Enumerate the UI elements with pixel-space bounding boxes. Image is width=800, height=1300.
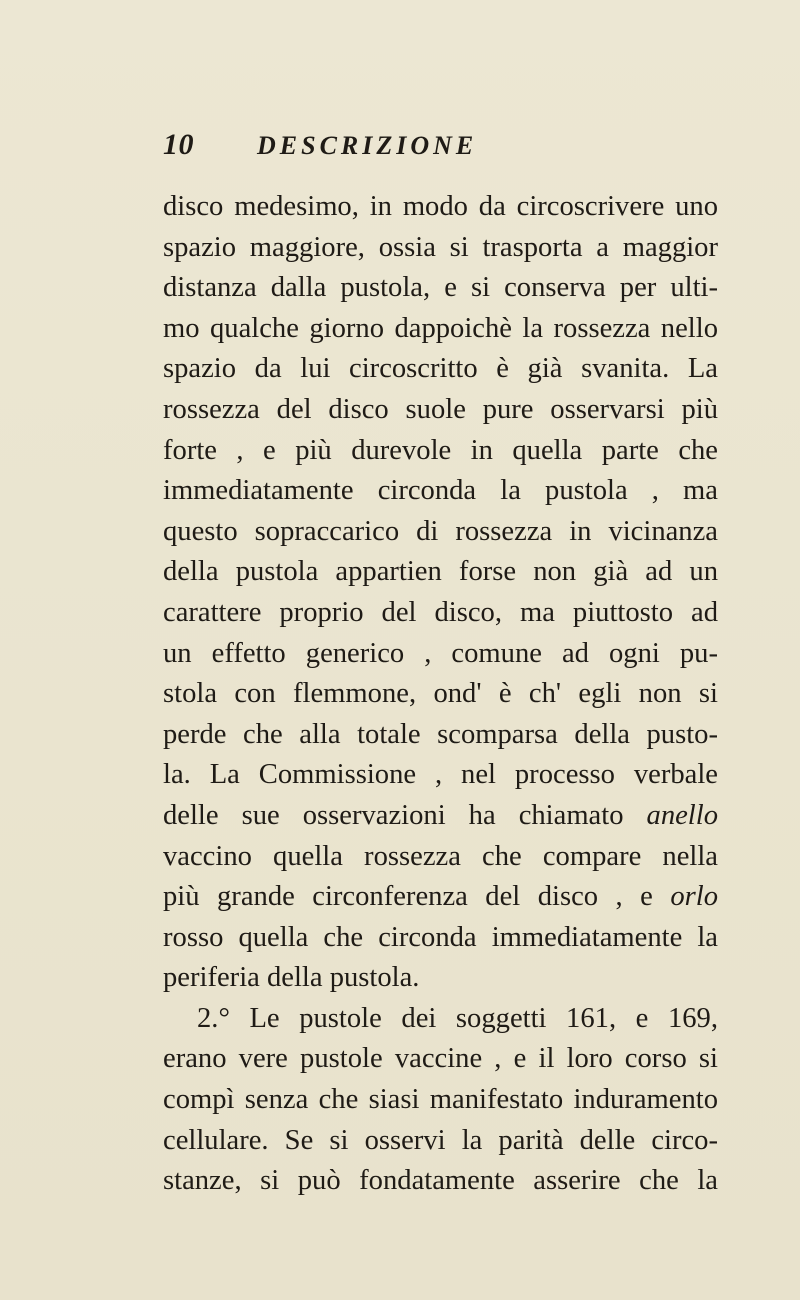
- page-number: 10: [163, 128, 194, 161]
- text-line: spazio maggiore, ossia si trasporta a maggior: [163, 231, 718, 263]
- text-segment: delle sue osservazioni ha chiamato: [163, 799, 647, 831]
- running-head: DESCRIZIONE: [257, 131, 478, 160]
- italic-term-anello: anello: [646, 799, 718, 831]
- text-line: mo qualche giorno dappoichè la rossezza nello: [163, 312, 718, 344]
- text-line: distanza dalla pustola, e si conserva per ulti-: [163, 272, 718, 304]
- text-line: stanze, si può fondatamente asserire che la: [163, 1165, 718, 1197]
- text-line: forte , e più durevole in quella parte che: [163, 434, 718, 466]
- italic-term-orlo: orlo: [670, 881, 718, 913]
- body-text: [163, 187, 718, 1202]
- text-line: rosso quella che circonda immediatamente la: [163, 921, 718, 953]
- text-line: la. La Commissione , nel processo verbale: [163, 759, 718, 791]
- text-segment: più grande circonferenza del disco , e: [163, 881, 671, 913]
- text-line: perde che alla totale scomparsa della pusto-: [163, 718, 718, 750]
- text-line: compì senza che siasi manifestato induramento: [163, 1084, 718, 1116]
- page-header: [163, 128, 723, 168]
- text-line: disco medesimo, in modo da circoscrivere uno: [163, 191, 718, 222]
- text-line: questo sopraccarico di rossezza in vicinanza: [163, 515, 718, 547]
- text-line-paragraph-end: periferia della pustola.: [163, 962, 420, 994]
- text-line: vaccino quella rossezza che compare nella: [163, 840, 718, 872]
- text-line: un effetto generico , comune ad ogni pu-: [163, 637, 718, 669]
- text-line: immediatamente circonda la pustola , ma: [163, 475, 718, 507]
- text-line: della pustola appartien forse non già ad un: [163, 556, 718, 588]
- text-line: spazio da lui circoscritto è già svanita. La: [163, 353, 718, 385]
- text-line: rossezza del disco suole pure osservarsi più: [163, 393, 718, 425]
- text-line: carattere proprio del disco, ma piuttosto ad: [163, 596, 718, 628]
- text-line: [163, 877, 718, 918]
- text-line-paragraph-start: 2.° Le pustole dei soggetti 161, e 169,: [197, 1002, 718, 1034]
- text-line: stola con flemmone, ond' è ch' egli non si: [163, 678, 718, 710]
- text-line: erano vere pustole vaccine , e il loro corso si: [163, 1043, 718, 1075]
- text-line: [163, 796, 718, 837]
- text-line: cellulare. Se si osservi la parità delle circo-: [163, 1124, 718, 1156]
